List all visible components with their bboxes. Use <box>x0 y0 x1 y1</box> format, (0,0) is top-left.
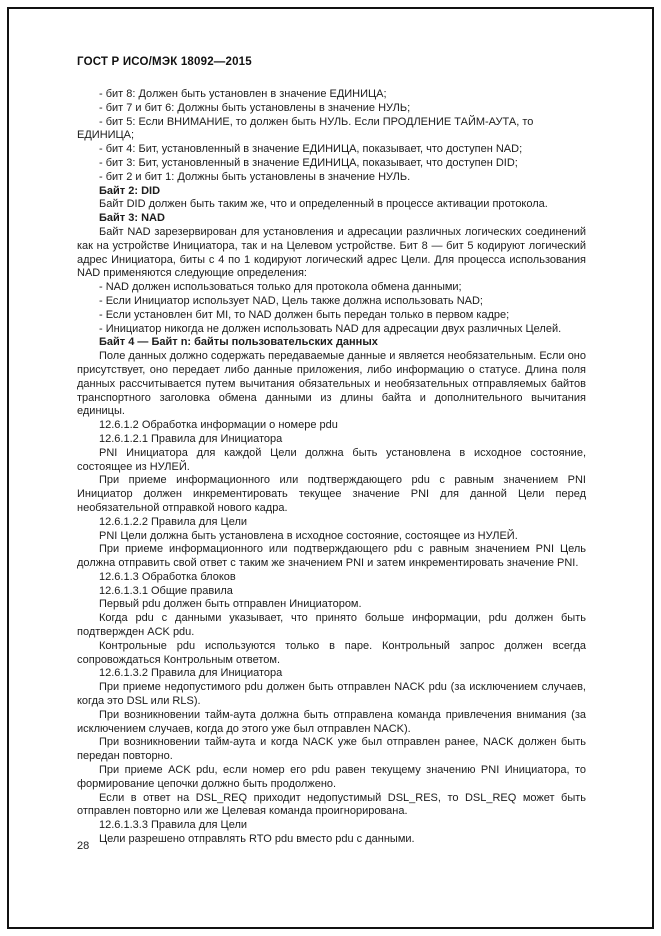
list-item: - NAD должен использоваться только для протокола обмена данными; <box>99 281 462 294</box>
paragraph: Первый pdu должен быть отправлен Инициатором. <box>99 598 362 611</box>
paragraph: При приеме ACK pdu, если номер его pdu равен текущему значению PNI Инициатора, то формирование цепочки должно быть продолжено. <box>77 764 586 790</box>
paragraph: PNI Инициатора для каждой Цели должна быть установлена в исходное состояние, состоящее из НУЛЕЙ. <box>77 446 586 473</box>
paragraph: При возникновении тайм-аута должна быть отправлена команда привлечения внимания (за исключением случаев, когда до этого уже был отправлен NACK). <box>77 708 586 735</box>
list-item: - бит 7 и бит 6: Должны быть установлены в значение НУЛЬ; <box>99 101 411 114</box>
paragraph: Если в ответ на DSL_REQ приходит недопустимый DSL_RES, то DSL_REQ может быть отправлен повторно или же Целевая команда проигнорирована. <box>77 791 586 818</box>
paragraph: Байт DID должен быть таким же, что и определенный в процессе активации протокола. <box>99 198 548 211</box>
paragraph: При приеме информационного или подтверждающего pdu с равным значением PNI Цель должна отправить свой ответ с таким же значением PNI и затем инкрементировать значение PNI. <box>77 543 586 570</box>
section-heading: 12.6.1.3 Обработка блоков <box>99 570 236 583</box>
paragraph: Контрольные pdu используются только в паре. Контрольный запрос должен всегда сопровождаться Контрольным ответом. <box>77 639 586 666</box>
paragraph: Байт NAD зарезервирован для установления и адресации различных логических соединений как на устройстве Инициатора, так и на Целевом устройстве. Бит 8 — бит 5 кодируют логический адрес Инициатора, биты с 4 по 1 кодируют логический адрес Цели. Для процесса использования NAD применяются следующие определения: <box>77 225 586 280</box>
bold-heading: Байт 2: DID <box>99 184 161 197</box>
section-heading: 12.6.1.3.3 Правила для Цели <box>99 819 248 832</box>
section-heading: 12.6.1.2.1 Правила для Инициатора <box>99 432 283 445</box>
list-item: - бит 2 и бит 1: Должны быть установлены в значение НУЛЬ. <box>99 170 411 183</box>
paragraph: При приеме информационного или подтверждающего pdu с равным значением PNI Инициатор должен инкрементировать текущее значение PNI для данной Цели перед необязательной отправкой нового кадра. <box>77 474 586 514</box>
list-item: - бит 4: Бит, установленный в значение ЕДИНИЦА, показывает, что доступен NAD; <box>99 143 523 156</box>
paragraph: Поле данных должно содержать передаваемые данные и является необязательным. Если оно присутствует, оно передает либо данные приложения, либо информацию о статусе. Длина поля данных рассчитывается путем вычитания обязательных и необязательных отправляемых байтов транспортного заголовка обмена данными из длины байта и дополнительного вычитания единицы. <box>77 350 586 418</box>
list-item: - Инициатор никогда не должен использовать NAD для адресации двух различных Целей. <box>99 322 562 335</box>
page-number: 28 <box>77 840 90 852</box>
content-blocks <box>77 88 586 847</box>
list-item: - бит 5: Если ВНИМАНИЕ, то должен быть НУЛЬ. Если ПРОДЛЕНИЕ ТАЙМ-АУТА, то ЕДИНИЦА; <box>77 115 534 142</box>
paragraph: При возникновении тайм-аута и когда NACK уже был отправлен ранее, NACK должен быть передан повторно. <box>77 736 586 763</box>
list-item: - Если установлен бит MI, то NAD должен быть передан только в первом кадре; <box>99 308 510 321</box>
bold-heading: Байт 4 — Байт n: байты пользовательских данных <box>99 336 378 349</box>
paragraph: При приеме недопустимого pdu должен быть отправлен NACK pdu (за исключением случаев, когда это DSL или RLS). <box>77 681 586 708</box>
paragraph: PNI Цели должна быть установлена в исходное состояние, состоящее из НУЛЕЙ. <box>99 529 518 542</box>
list-item: - бит 8: Должен быть установлен в значение ЕДИНИЦА; <box>99 88 387 100</box>
section-heading: 12.6.1.3.1 Общие правила <box>99 584 233 597</box>
section-heading: 12.6.1.3.2 Правила для Инициатора <box>99 667 283 680</box>
section-heading: 12.6.1.2.2 Правила для Цели <box>99 515 248 528</box>
list-item: - Если Инициатор использует NAD, Цель также должна использовать NAD; <box>99 294 483 307</box>
document-header-title: ГОСТ Р ИСО/МЭК 18092—2015 <box>77 56 252 68</box>
paragraph: Когда pdu с данными указывает, что принято больше информации, pdu должен быть подтвержден ACK pdu. <box>77 612 586 639</box>
paragraph: Цели разрешено отправлять RTO pdu вместо pdu с данными. <box>99 833 415 846</box>
bold-heading: Байт 3: NAD <box>99 212 165 225</box>
section-heading: 12.6.1.2 Обработка информации о номере pdu <box>99 419 338 432</box>
list-item: - бит 3: Бит, установленный в значение ЕДИНИЦА, показывает, что доступен DID; <box>99 156 518 169</box>
